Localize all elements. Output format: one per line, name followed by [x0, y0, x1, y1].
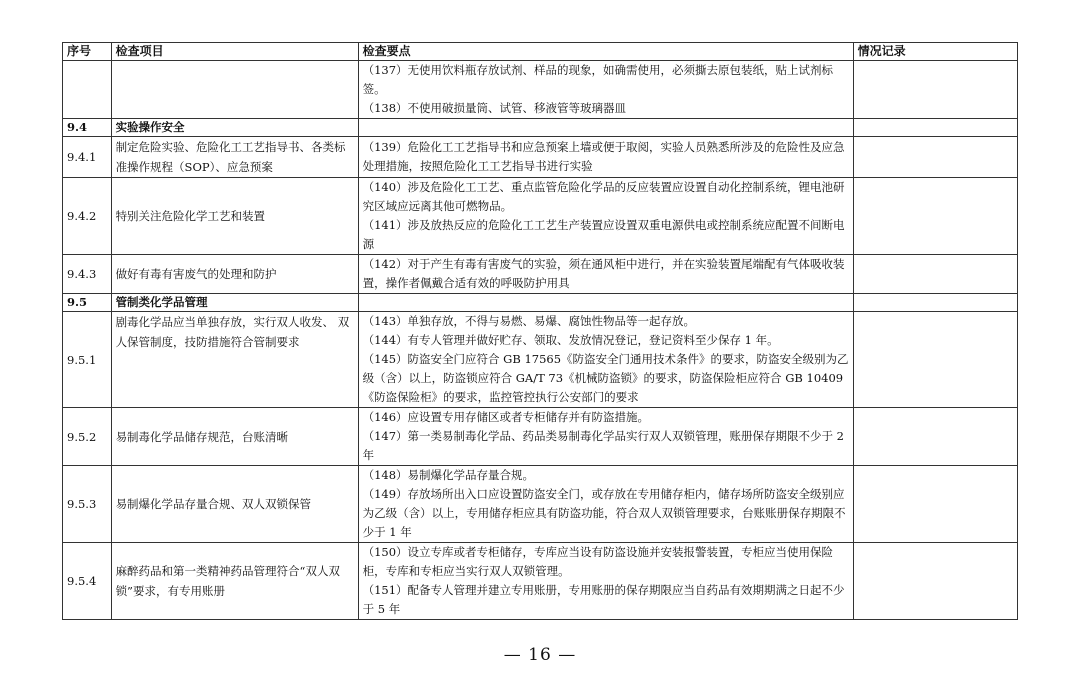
table-row — [63, 312, 1018, 408]
row-points — [358, 466, 853, 543]
section-no: 9.4 — [63, 119, 112, 137]
point-text: （151）配备专人管理并建立专用账册，专用账册的保存期限应当自药品有效期期满之日起不少于 5 年 — [362, 583, 845, 616]
table-row — [63, 137, 1018, 178]
row-record — [853, 543, 1017, 620]
section-title: 管制类化学品管理 — [111, 294, 358, 312]
row-no: 9.5.4 — [63, 543, 112, 620]
row-item: 制定危险实验、危险化工工艺指导书、各类标准操作规程（SOP）、应急预案 — [111, 137, 358, 178]
row-record — [853, 137, 1017, 178]
row-points — [358, 312, 853, 408]
table-row — [63, 543, 1018, 620]
row-points — [358, 61, 853, 119]
point-text: （145）防盗安全门应符合 GB 17565《防盗安全门通用技术条件》的要求，防盗安全级别为乙级（含）以上，防盗锁应符合 GA/T 73《机械防盗锁》的要求，防盗保险柜应符合 GB 10409《防盗保险柜》的要求，监控管控执行公安部门的要求 — [362, 352, 849, 404]
point-text: （142）对于产生有毒有害废气的实验，须在通风柜中进行，并在实验装置尾端配有气体吸收装置，操作者佩戴合适有效的呼吸防护用具 — [362, 257, 845, 290]
header-item: 检查项目 — [111, 43, 358, 61]
row-points — [358, 137, 853, 178]
table-row — [63, 61, 1018, 119]
page-number: — 16 — — [503, 645, 577, 665]
row-no: 9.4.3 — [63, 255, 112, 294]
point-text: （148）易制爆化学品存量合规。 — [362, 468, 535, 482]
section-title: 实验操作安全 — [111, 119, 358, 137]
row-points — [358, 178, 853, 255]
row-no: 9.4.1 — [63, 137, 112, 178]
point-text: （144）有专人管理并做好贮存、领取、发放情况登记，登记资料至少保存 1 年。 — [362, 333, 779, 347]
row-item: 麻醉药品和第一类精神药品管理符合“双人双锁”要求，有专用账册 — [111, 543, 358, 620]
row-record — [853, 178, 1017, 255]
table-row — [63, 255, 1018, 294]
point-text: （150）设立专库或者专柜储存，专库应当设有防盗设施并安装报警装置，专柜应当使用保险柜，专库和专柜应当实行双人双锁管理。 — [362, 545, 834, 578]
point-text: （146）应设置专用存储区或者专柜储存并有防盗措施。 — [362, 410, 650, 424]
row-points — [358, 255, 853, 294]
row-record — [853, 312, 1017, 408]
row-item: 特别关注危险化学工艺和装置 — [111, 178, 358, 255]
row-item: 易制毒化学品储存规范，台账清晰 — [111, 408, 358, 466]
row-no: 9.5.3 — [63, 466, 112, 543]
point-text: （143）单独存放，不得与易燃、易爆、腐蚀性物品等一起存放。 — [362, 314, 696, 328]
point-text: （140）涉及危险化工工艺、重点监管危险化学品的反应装置应设置自动化控制系统，锂电池研究区域应远离其他可燃物品。 — [362, 180, 845, 213]
row-item: 做好有毒有害废气的处理和防护 — [111, 255, 358, 294]
row-no — [63, 61, 112, 119]
row-record — [853, 408, 1017, 466]
table-header-row — [63, 43, 1018, 61]
point-text: （138）不使用破损量筒、试管、移液管等玻璃器皿 — [362, 101, 627, 115]
section-row — [63, 294, 1018, 312]
header-points: 检查要点 — [358, 43, 853, 61]
row-no: 9.5.1 — [63, 312, 112, 408]
row-points — [358, 408, 853, 466]
section-row — [63, 119, 1018, 137]
row-item: 易制爆化学品存量合规、双人双锁保管 — [111, 466, 358, 543]
point-text: （147）第一类易制毒化学品、药品类易制毒化学品实行双人双锁管理，账册保存期限不少于 2 年 — [362, 429, 844, 462]
header-record: 情况记录 — [853, 43, 1017, 61]
table-row — [63, 408, 1018, 466]
inspection-table — [62, 42, 1018, 620]
point-text: （137）无使用饮料瓶存放试剂、样品的现象，如确需使用，必须撕去原包装纸，贴上试剂标签。 — [362, 63, 834, 96]
row-record — [853, 61, 1017, 119]
row-record — [853, 466, 1017, 543]
header-no: 序号 — [63, 43, 112, 61]
row-no: 9.5.2 — [63, 408, 112, 466]
row-points — [358, 543, 853, 620]
table-row — [63, 466, 1018, 543]
table-row — [63, 178, 1018, 255]
row-record — [853, 255, 1017, 294]
row-no: 9.4.2 — [63, 178, 112, 255]
section-no: 9.5 — [63, 294, 112, 312]
point-text: （139）危险化工工艺指导书和应急预案上墙或便于取阅，实验人员熟悉所涉及的危险性及应急处理措施，按照危险化工工艺指导书进行实验 — [362, 140, 845, 173]
point-text: （141）涉及放热反应的危险化工工艺生产装置应设置双重电源供电或控制系统应配置不间断电源 — [362, 218, 845, 251]
point-text: （149）存放场所出入口应设置防盗安全门，或存放在专用储存柜内，储存场所防盗安全级别应为乙级（含）以上，专用储存柜应具有防盗功能，符合双人双锁管理要求，台账账册保存期限不少于 1 年 — [362, 487, 846, 539]
row-item: 剧毒化学品应当单独存放，实行双人收发、 双人保管制度，技防措施符合管制要求 — [111, 312, 358, 408]
row-item — [111, 61, 358, 119]
